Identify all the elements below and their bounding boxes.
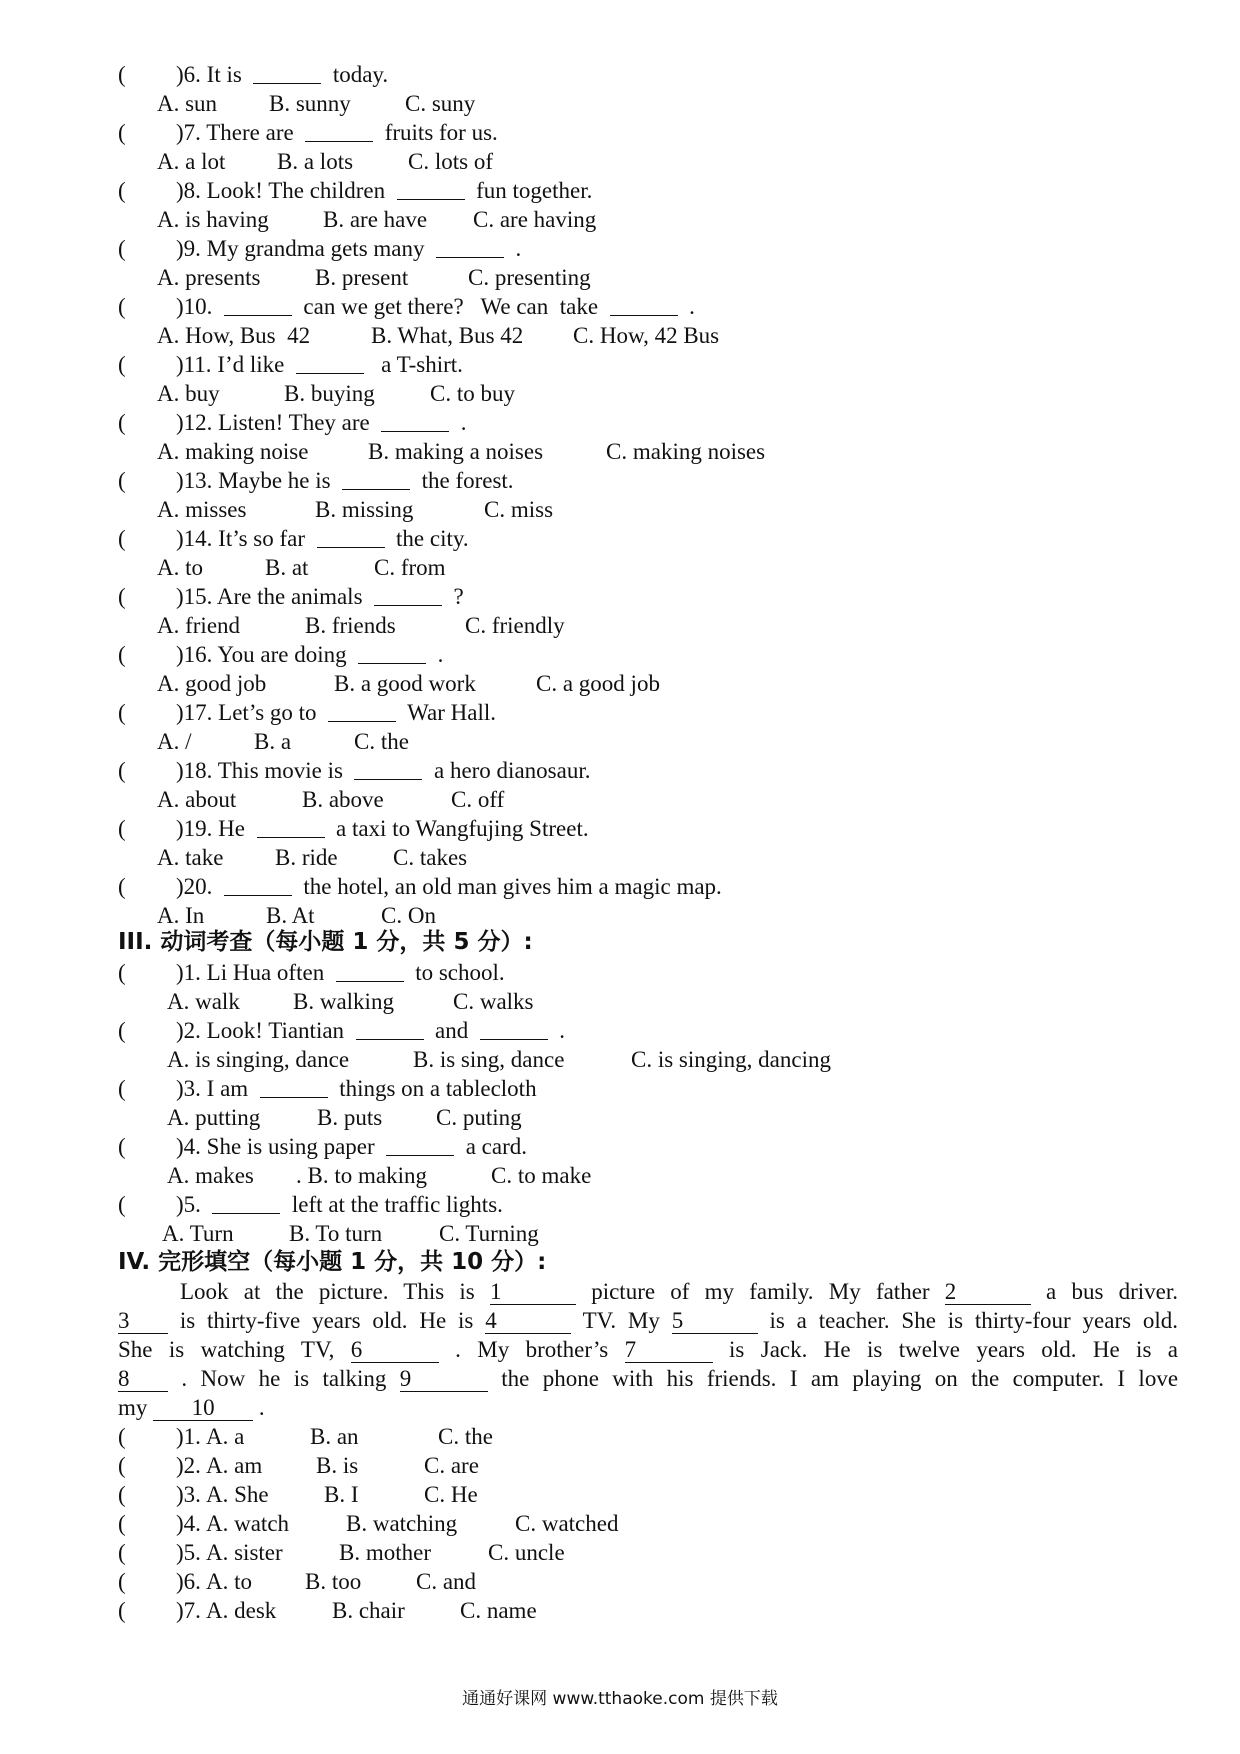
question-stem-tail: left at the traffic lights. [280, 1192, 503, 1217]
answer-blank[interactable] [358, 641, 426, 664]
answer-paren[interactable]: ( [118, 62, 126, 87]
question-number: )16. [176, 642, 213, 667]
answer-blank[interactable] [224, 293, 292, 316]
question-stem: Li Hua often [200, 960, 336, 985]
question-number: )3. [176, 1076, 201, 1101]
question-number: )15. [176, 584, 213, 609]
option-a[interactable]: A. Turn [162, 1221, 234, 1246]
answer-blank[interactable] [336, 959, 404, 982]
option-b[interactable]: B. making a noises [368, 439, 544, 464]
answer-blank[interactable] [260, 1075, 328, 1098]
question-line [0, 234, 1240, 263]
question-line [0, 466, 1240, 495]
option-c[interactable]: C. the [354, 729, 409, 754]
question-number: )1. [176, 960, 201, 985]
passage-line [118, 1393, 1178, 1422]
question-number: )20. [176, 874, 213, 899]
option-a[interactable]: A. a [206, 1424, 245, 1449]
cloze-question-line [0, 1509, 1240, 1538]
question-stem: You are doing [212, 642, 359, 667]
question-number: )2. [176, 1453, 201, 1478]
options-row [0, 379, 1240, 408]
passage-text: . [258, 1395, 265, 1420]
question-stem: There are [200, 120, 306, 145]
question-number: )5. [176, 1192, 201, 1217]
question-text [176, 466, 514, 495]
question-text [176, 60, 388, 89]
answer-blank[interactable] [374, 583, 442, 606]
option-b[interactable]: B. ride [275, 845, 338, 870]
option-c[interactable]: C. uncle [488, 1540, 565, 1565]
option-b[interactable]: B. above [302, 787, 384, 812]
question-number: )14. [176, 526, 213, 551]
question-stem-tail: . [449, 410, 467, 435]
question-stem-tail: . [426, 642, 444, 667]
question-number: )7. [176, 120, 201, 145]
question-stem: Look! Tiantian [200, 1018, 356, 1043]
options-row [0, 205, 1240, 234]
option-b[interactable]: B. sunny [269, 91, 351, 116]
option-c[interactable]: C. making noises [606, 439, 766, 464]
answer-blank[interactable] [224, 873, 292, 896]
section-heading-cloze: IV. 完形填空（每小题 1 分，共 10 分）: [118, 1249, 547, 1275]
question-number: )13. [176, 468, 213, 493]
option-b[interactable]: B. chair [332, 1598, 405, 1623]
passage-text: . Now he is talking [181, 1366, 387, 1391]
cloze-blank[interactable]: 6 [351, 1338, 439, 1363]
option-b[interactable]: B. At [266, 903, 315, 928]
option-a[interactable]: A. good job [157, 671, 267, 696]
cloze-question-line [0, 1480, 1240, 1509]
question-line [0, 60, 1240, 89]
answer-paren[interactable]: ( [118, 700, 126, 725]
options-row [0, 437, 1240, 466]
options-row [0, 89, 1240, 118]
question-stem: Listen! They are [212, 410, 382, 435]
passage-text: is Jack. He is twelve years old. He is a [729, 1337, 1178, 1362]
option-b[interactable]: B. is [316, 1453, 359, 1478]
option-a[interactable]: A. desk [206, 1598, 277, 1623]
options-row [0, 785, 1240, 814]
option-a[interactable]: A. watch [206, 1511, 290, 1536]
answer-blank[interactable] [480, 1017, 548, 1040]
question-number: )4. [176, 1134, 201, 1159]
option-a[interactable]: A. How, Bus 42 [157, 323, 311, 348]
option-c[interactable]: C. presenting [468, 265, 591, 290]
option-a[interactable]: A. buy [157, 381, 220, 406]
option-b[interactable]: B. friends [305, 613, 396, 638]
question-number: )2. [176, 1018, 201, 1043]
question-line [0, 408, 1240, 437]
options-row [0, 1103, 1240, 1132]
question-number: )3. [176, 1482, 201, 1507]
answer-blank[interactable] [381, 409, 449, 432]
cloze-blank[interactable]: 2 [945, 1280, 1031, 1305]
question-text [176, 292, 695, 321]
question-number: )6. [176, 62, 201, 87]
answer-paren[interactable]: ( [118, 1192, 126, 1217]
option-b[interactable]: B. too [305, 1569, 362, 1594]
answer-paren[interactable]: ( [118, 874, 126, 899]
option-c[interactable]: C. the [438, 1424, 493, 1449]
answer-paren[interactable]: ( [118, 642, 126, 667]
question-line [0, 1132, 1240, 1161]
option-b[interactable]: B. mother [339, 1540, 431, 1565]
answer-blank[interactable] [305, 119, 373, 142]
question-stem: Look! The children [200, 178, 397, 203]
question-stem-tail: to school. [403, 960, 505, 985]
question-line [0, 176, 1240, 205]
question-line [0, 814, 1240, 843]
question-text [176, 1016, 565, 1045]
question-number: )9. [176, 236, 201, 261]
option-a[interactable]: A. making noise [157, 439, 309, 464]
question-line [0, 118, 1240, 147]
option-a[interactable]: A. She [206, 1482, 269, 1507]
option-b[interactable]: . B. to making [296, 1163, 427, 1188]
option-a[interactable]: A. is singing, dance [167, 1047, 350, 1072]
option-b[interactable]: B. are have [323, 207, 428, 232]
question-stem: It’s so far [212, 526, 317, 551]
question-stem-tail: the forest. [410, 468, 514, 493]
question-stem-tail: things on a tablecloth [327, 1076, 537, 1101]
answer-paren[interactable]: ( [118, 120, 126, 145]
question-stem-tail: the city. [384, 526, 469, 551]
question-number: )10. [176, 294, 213, 319]
option-b[interactable]: B. I [324, 1482, 359, 1507]
answer-paren[interactable]: ( [118, 294, 126, 319]
options-row [0, 321, 1240, 350]
question-line [0, 1074, 1240, 1103]
question-stem: I’d like [211, 352, 296, 377]
option-c[interactable]: C. How, 42 Bus [573, 323, 720, 348]
answer-blank[interactable] [436, 235, 504, 258]
options-row [0, 669, 1240, 698]
question-stem-tail: today. [321, 62, 389, 87]
cloze-question-line [0, 1451, 1240, 1480]
question-stem: It is [200, 62, 254, 87]
question-number: )7. [176, 1598, 201, 1623]
question-text [176, 1132, 527, 1161]
options-row [0, 901, 1240, 930]
question-line [0, 350, 1240, 379]
option-c[interactable]: C. off [451, 787, 505, 812]
passage-text: She is watching TV, [118, 1337, 335, 1362]
question-text [176, 524, 469, 553]
cloze-question-line [0, 1567, 1240, 1596]
passage-line [118, 1277, 1178, 1306]
passage-text: a bus driver. [1046, 1279, 1179, 1304]
option-b[interactable]: B. What, Bus 42 [371, 323, 524, 348]
question-stem-tail: a card. [454, 1134, 527, 1159]
option-a[interactable]: A. putting [167, 1105, 261, 1130]
passage-text: is thirty-five years old. He is [179, 1308, 474, 1333]
answer-paren[interactable]: ( [118, 1482, 126, 1507]
option-a[interactable]: A. / [157, 729, 192, 754]
answer-blank[interactable] [317, 525, 385, 548]
options-row [0, 1045, 1240, 1074]
answer-blank[interactable] [397, 177, 465, 200]
question-number: )17. [176, 700, 213, 725]
answer-paren[interactable]: ( [118, 960, 126, 985]
option-c[interactable]: C. lots of [408, 149, 493, 174]
question-text [176, 814, 589, 843]
passage-text: my [118, 1395, 148, 1420]
option-a[interactable]: A. a lot [157, 149, 226, 174]
question-number: )18. [176, 758, 213, 783]
option-b[interactable]: B. present [315, 265, 409, 290]
answer-paren[interactable]: ( [118, 1511, 126, 1536]
option-a[interactable]: A. walk [167, 989, 240, 1014]
options-row [0, 1161, 1240, 1190]
question-stem-tail: . [677, 294, 695, 319]
question-text [176, 1074, 537, 1103]
cloze-blank[interactable]: 5 [672, 1309, 758, 1334]
question-text [176, 350, 463, 379]
question-stem-tail: ? [442, 584, 464, 609]
question-text [176, 1190, 503, 1219]
question-line [0, 756, 1240, 785]
options-row [0, 611, 1240, 640]
option-b[interactable]: B. missing [315, 497, 414, 522]
answer-paren[interactable]: ( [118, 410, 126, 435]
question-line [0, 640, 1240, 669]
option-a[interactable]: A. take [157, 845, 224, 870]
cloze-question-line [0, 1422, 1240, 1451]
question-stem: She is using paper [200, 1134, 387, 1159]
option-a[interactable]: A. misses [157, 497, 247, 522]
answer-paren[interactable]: ( [118, 816, 126, 841]
passage-text: TV. My [582, 1308, 660, 1333]
option-a[interactable]: A. friend [157, 613, 241, 638]
section-heading-verbs: III. 动词考查（每小题 1 分，共 5 分）: [118, 929, 533, 955]
question-line [0, 872, 1240, 901]
question-line [0, 292, 1240, 321]
answer-paren[interactable]: ( [118, 526, 126, 551]
option-b[interactable]: B. a [254, 729, 292, 754]
answer-blank[interactable] [257, 815, 325, 838]
passage-text: is a teacher. She is thirty-four years old. [769, 1308, 1179, 1333]
option-b[interactable]: B. To turn [289, 1221, 383, 1246]
options-row [0, 843, 1240, 872]
option-a[interactable]: A. to [157, 555, 203, 580]
options-row [0, 553, 1240, 582]
question-text [176, 234, 521, 263]
option-b[interactable]: B. a lots [277, 149, 354, 174]
answer-blank[interactable] [356, 1017, 424, 1040]
option-c[interactable]: C. from [374, 555, 446, 580]
question-stem-tail: . [504, 236, 522, 261]
answer-paren[interactable]: ( [118, 1076, 126, 1101]
option-a[interactable]: A. In [157, 903, 205, 928]
question-text [176, 582, 464, 611]
cloze-blank[interactable]: 10 [153, 1396, 253, 1421]
option-a[interactable]: A. sister [206, 1540, 283, 1565]
option-a[interactable]: A. presents [157, 265, 261, 290]
answer-blank[interactable] [212, 1191, 280, 1214]
answer-blank[interactable] [354, 757, 422, 780]
option-c[interactable]: C. name [460, 1598, 537, 1623]
question-stem-tail: fruits for us. [373, 120, 498, 145]
question-stem-tail: a taxi to Wangfujing Street. [324, 816, 589, 841]
option-a[interactable]: A. about [157, 787, 237, 812]
answer-blank[interactable] [386, 1133, 454, 1156]
option-b[interactable]: B. at [265, 555, 309, 580]
answer-blank[interactable] [342, 467, 410, 490]
option-b[interactable]: B. walking [293, 989, 394, 1014]
question-number: )11. [176, 352, 212, 377]
answer-blank[interactable] [328, 699, 396, 722]
passage-text: the phone with his friends. I am playing on the computer. I love [501, 1366, 1179, 1391]
question-line [0, 698, 1240, 727]
answer-paren[interactable]: ( [118, 468, 126, 493]
options-row [0, 987, 1240, 1016]
option-b[interactable]: B. a good work [334, 671, 476, 696]
question-number: )4. [176, 1511, 201, 1536]
question-text [176, 176, 592, 205]
answer-blank[interactable] [253, 61, 321, 84]
question-stem-tail: fun together. [464, 178, 593, 203]
question-stem-tail: a hero dianosaur. [422, 758, 591, 783]
question-line [0, 1190, 1240, 1219]
answer-paren[interactable]: ( [118, 236, 126, 261]
answer-paren[interactable]: ( [118, 178, 126, 203]
question-line [0, 1016, 1240, 1045]
option-b[interactable]: B. is sing, dance [413, 1047, 565, 1072]
option-c[interactable]: C. are [424, 1453, 479, 1478]
answer-paren[interactable]: ( [118, 1598, 126, 1623]
passage-text: Look at the picture. This is [180, 1279, 475, 1304]
cloze-blank[interactable]: 8 [118, 1367, 168, 1392]
option-a[interactable]: A. is having [157, 207, 269, 232]
option-c[interactable]: C. takes [393, 845, 468, 870]
question-stem: I am [200, 1076, 260, 1101]
question-stem: He [212, 816, 257, 841]
passage-text: . My brother’s [455, 1337, 609, 1362]
question-text [176, 872, 722, 901]
question-line [0, 524, 1240, 553]
question-stem-tail: a T-shirt. [363, 352, 463, 377]
answer-paren[interactable]: ( [118, 1569, 126, 1594]
option-a[interactable]: A. am [206, 1453, 263, 1478]
passage-text: picture of my family. My father [591, 1279, 930, 1304]
question-line [0, 958, 1240, 987]
cloze-blank[interactable]: 7 [625, 1338, 713, 1363]
question-stem-tail: and [423, 1018, 480, 1043]
answer-paren[interactable]: ( [118, 584, 126, 609]
option-c[interactable]: C. friendly [465, 613, 565, 638]
option-c[interactable]: C. suny [405, 91, 476, 116]
option-c[interactable]: C. walks [453, 989, 534, 1014]
option-b[interactable]: B. puts [317, 1105, 383, 1130]
option-c[interactable]: C. a good job [536, 671, 660, 696]
option-b[interactable]: B. watching [346, 1511, 458, 1536]
cloze-blank[interactable]: 9 [400, 1367, 488, 1392]
question-number: )8. [176, 178, 201, 203]
question-number: )19. [176, 816, 213, 841]
answer-paren[interactable]: ( [118, 1018, 126, 1043]
options-row [0, 1219, 1240, 1248]
question-stem: Are the animals [212, 584, 375, 609]
question-line [0, 582, 1240, 611]
question-text [176, 118, 498, 147]
options-row [0, 263, 1240, 292]
option-c[interactable]: C. to buy [430, 381, 515, 406]
question-text [176, 756, 590, 785]
passage-line [118, 1335, 1178, 1364]
passage-line [118, 1364, 1178, 1393]
cloze-blank[interactable]: 4 [485, 1309, 571, 1334]
option-b[interactable]: B. an [310, 1424, 359, 1449]
answer-paren[interactable]: ( [118, 758, 126, 783]
option-c[interactable]: C. are having [473, 207, 597, 232]
answer-paren[interactable]: ( [118, 352, 126, 377]
answer-paren[interactable]: ( [118, 1453, 126, 1478]
passage-line [118, 1306, 1178, 1335]
question-stem-tail: can we get there? We can take [291, 294, 610, 319]
question-stem: This movie is [212, 758, 355, 783]
question-number: )12. [176, 410, 213, 435]
question-text [176, 958, 505, 987]
option-a[interactable]: A. to [206, 1569, 252, 1594]
answer-paren[interactable]: ( [118, 1424, 126, 1449]
footer-credit: 通通好课网 www.tthaoke.com 提供下载 [462, 1689, 778, 1709]
options-row [0, 147, 1240, 176]
option-a[interactable]: A. makes [167, 1163, 254, 1188]
question-number: )1. [176, 1424, 201, 1449]
option-c[interactable]: C. and [416, 1569, 477, 1594]
question-stem-tail: the hotel, an old man gives him a magic map. [291, 874, 722, 899]
answer-paren[interactable]: ( [118, 1134, 126, 1159]
question-stem: Let’s go to [212, 700, 329, 725]
option-c[interactable]: C. is singing, dancing [631, 1047, 831, 1072]
cloze-question-line [0, 1538, 1240, 1567]
question-stem: My grandma gets many [200, 236, 436, 261]
cloze-blank[interactable]: 1 [490, 1280, 576, 1305]
options-row [0, 495, 1240, 524]
option-c[interactable]: C. Turning [439, 1221, 539, 1246]
answer-blank[interactable] [610, 293, 678, 316]
cloze-blank[interactable]: 3 [118, 1309, 168, 1334]
question-text [176, 698, 496, 727]
question-text [176, 408, 467, 437]
option-a[interactable]: A. sun [157, 91, 218, 116]
option-c[interactable]: C. miss [484, 497, 554, 522]
option-c[interactable]: C. On [381, 903, 436, 928]
question-stem: Maybe he is [212, 468, 343, 493]
cloze-question-line [0, 1596, 1240, 1625]
question-number: )5. [176, 1540, 201, 1565]
option-c[interactable]: C. to make [491, 1163, 592, 1188]
question-text [176, 640, 443, 669]
answer-paren[interactable]: ( [118, 1540, 126, 1565]
question-stem-tail: . [547, 1018, 566, 1043]
option-c[interactable]: C. He [424, 1482, 478, 1507]
option-c[interactable]: C. watched [515, 1511, 619, 1536]
answer-blank[interactable] [296, 351, 364, 374]
question-stem-tail: War Hall. [396, 700, 496, 725]
options-row [0, 727, 1240, 756]
option-b[interactable]: B. buying [284, 381, 375, 406]
option-c[interactable]: C. puting [436, 1105, 522, 1130]
question-number: )6. [176, 1569, 201, 1594]
